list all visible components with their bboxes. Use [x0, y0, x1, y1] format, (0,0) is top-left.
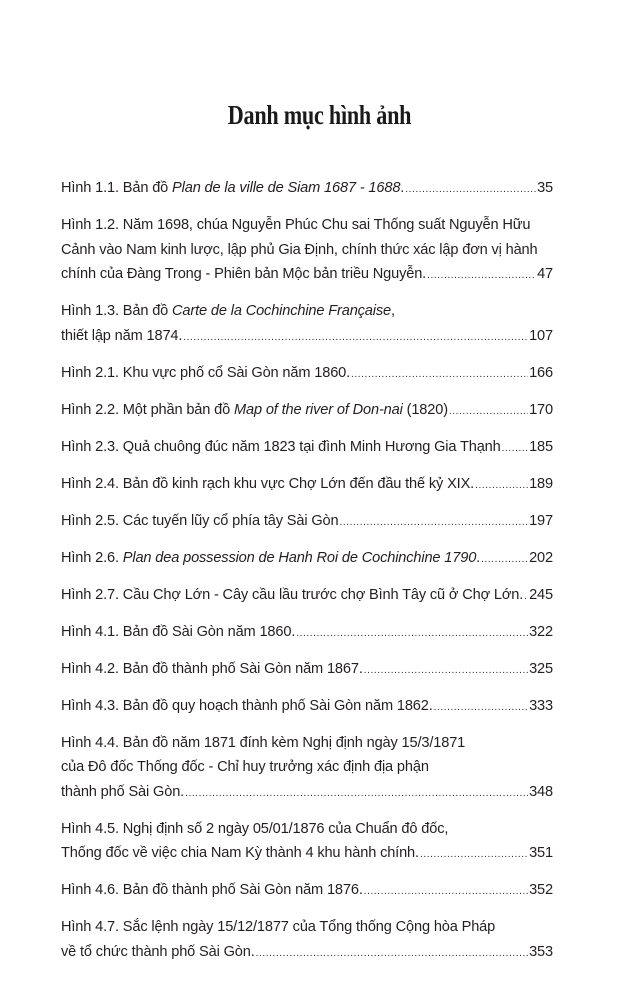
dot-leader — [405, 178, 536, 203]
entry-line — [61, 940, 553, 967]
figure-label: Hình 2.3. — [61, 438, 119, 455]
list-item — [61, 176, 553, 203]
page-number: 325 — [529, 660, 553, 677]
figure-label: Hình 4.5. — [61, 820, 119, 837]
entry-text: Hình 2.7. Cầu Chợ Lớn - Cây cầu lầu trước chợ Bình Tây cũ ở Chợ Lớn. — [61, 586, 524, 603]
list-item — [61, 620, 553, 647]
list-item — [61, 657, 553, 684]
page-number: 185 — [529, 438, 553, 455]
figure-label: Hình 2.6. — [61, 549, 119, 566]
dot-leader — [296, 622, 528, 647]
entry-text: Hình 2.2. Một phần bản đồ Map of the river of Don-nai (1820) — [61, 401, 448, 418]
entry-line — [61, 694, 553, 721]
entry-line: Hình 4.5. Nghị định số 2 ngày 05/01/1876 của Chuẩn đô đốc, — [61, 820, 449, 837]
entry-line — [61, 657, 553, 684]
page-number: 351 — [529, 845, 553, 861]
list-item — [61, 361, 553, 388]
page-number: 35 — [537, 180, 553, 196]
entry-text: Hình 2.3. Quả chuông đúc năm 1823 tại đình Minh Hương Gia Thạnh — [61, 438, 501, 455]
list-item — [61, 299, 553, 350]
dot-leader — [427, 264, 536, 289]
entry-text: thành phố Sài Gòn. — [61, 783, 185, 800]
figure-label: Hình 4.1. — [61, 623, 119, 640]
page-number: 353 — [529, 943, 553, 960]
entry-line — [61, 620, 553, 647]
figure-list — [61, 176, 553, 977]
page-number: 333 — [529, 697, 553, 714]
entry-text: Hình 2.5. Các tuyến lũy cổ phía tây Sài Gòn — [61, 512, 339, 529]
list-item — [61, 731, 553, 807]
dot-leader — [256, 942, 528, 967]
list-item — [61, 398, 553, 425]
list-item — [61, 546, 553, 573]
dot-leader — [434, 696, 528, 721]
dot-leader — [183, 326, 528, 351]
entry-line — [61, 176, 553, 203]
entry-line — [61, 509, 553, 536]
dot-leader — [481, 548, 528, 573]
dot-leader — [475, 474, 528, 499]
dot-leader — [351, 363, 528, 388]
figure-label: Hình 4.7. — [61, 919, 119, 935]
entry-line — [61, 398, 553, 425]
dot-leader — [364, 659, 528, 684]
list-item — [61, 878, 553, 905]
entry-line — [61, 878, 553, 905]
list-item — [61, 583, 553, 610]
page-number: 47 — [537, 266, 553, 282]
entry-line: Hình 4.7. Sắc lệnh ngày 15/12/1877 của Tổng thống Cộng hòa Pháp — [61, 919, 496, 935]
list-item — [61, 213, 553, 289]
page-number: 348 — [529, 783, 553, 800]
page-number: 352 — [529, 882, 553, 898]
entry-text: thiết lập năm 1874. — [61, 327, 183, 344]
dot-leader — [502, 437, 528, 462]
entry-line: Hình 1.3. Bản đồ Carte de la Cochinchine Française, — [61, 303, 395, 319]
entry-line — [61, 583, 553, 610]
entry-line: Hình 4.4. Bản đồ năm 1871 đính kèm Nghị định ngày 15/3/1871 — [61, 734, 466, 751]
figure-label: Hình 2.7. — [61, 586, 119, 603]
page-number: 245 — [529, 586, 553, 603]
entry-text: Hình 2.4. Bản đồ kinh rạch khu vực Chợ Lớn đến đầu thế kỷ XIX. — [61, 475, 475, 492]
entry-text: Hình 4.6. Bản đồ thành phố Sài Gòn năm 1876. — [61, 882, 363, 898]
dot-leader — [185, 782, 528, 807]
page-number: 170 — [529, 401, 553, 418]
entry-text: Hình 1.1. Bản đồ Plan de la ville de Siam 1687 - 1688. — [61, 180, 405, 196]
list-item — [61, 509, 553, 536]
entry-text: về tổ chức thành phố Sài Gòn. — [61, 943, 255, 960]
dot-leader — [364, 880, 528, 905]
entry-line — [61, 435, 553, 462]
entry-line: Hình 1.2. Năm 1698, chúa Nguyễn Phúc Chu sai Thống suất Nguyễn Hữu — [61, 217, 531, 233]
entry-line — [61, 262, 553, 289]
entry-line — [61, 361, 553, 388]
entry-text: Thống đốc về việc chia Nam Kỳ thành 4 khu hành chính. — [61, 845, 419, 861]
figure-label: Hình 4.4. — [61, 734, 119, 751]
entry-text: Hình 2.6. Plan dea possession de Hanh Roi de Cochinchine 1790. — [61, 549, 481, 566]
entry-text: chính của Đàng Trong - Phiên bản Mộc bản triều Nguyễn. — [61, 266, 427, 282]
figure-label: Hình 2.5. — [61, 512, 119, 529]
dot-leader — [420, 843, 528, 868]
list-item — [61, 472, 553, 499]
page-number: 107 — [529, 327, 553, 344]
entry-text: Hình 4.1. Bản đồ Sài Gòn năm 1860. — [61, 623, 296, 640]
figure-label: Hình 2.4. — [61, 475, 119, 492]
page-number: 202 — [529, 549, 553, 566]
italic-title: Plan dea possession de Hanh Roi de Cochinchine 1790 — [122, 549, 477, 566]
figure-label: Hình 1.1. — [61, 180, 119, 196]
italic-title: Plan de la ville de Siam 1687 - 1688 — [172, 180, 401, 196]
dot-leader — [524, 585, 528, 610]
dot-leader — [339, 511, 528, 536]
entry-line — [61, 780, 553, 807]
entry-line — [61, 546, 553, 573]
entry-text: Hình 2.1. Khu vực phố cổ Sài Gòn năm 1860. — [61, 364, 351, 381]
entry-line: của Đô đốc Thống đốc - Chỉ huy trưởng xác định địa phận — [61, 759, 429, 775]
entry-line — [61, 324, 553, 351]
list-item — [61, 694, 553, 721]
figure-label: Hình 4.6. — [61, 882, 119, 898]
list-item — [61, 435, 553, 462]
figure-label: Hình 1.3. — [61, 303, 119, 319]
figure-label: Hình 2.1. — [61, 364, 119, 381]
figure-label: Hình 1.2. — [61, 217, 119, 233]
entry-line: Cảnh vào Nam kinh lược, lập phủ Gia Định, chính thức xác lập đơn vị hành — [61, 241, 538, 258]
page-number: 197 — [529, 512, 553, 529]
list-item — [61, 817, 553, 868]
entry-text: Hình 4.2. Bản đồ thành phố Sài Gòn năm 1867. — [61, 660, 363, 677]
entry-line — [61, 841, 553, 868]
figure-label: Hình 4.2. — [61, 660, 119, 677]
entry-text: Hình 4.3. Bản đồ quy hoạch thành phố Sài Gòn năm 1862. — [61, 697, 433, 714]
figure-label: Hình 2.2. — [61, 401, 119, 418]
italic-title: Map of the river of Don-nai — [233, 401, 403, 418]
italic-title: Carte de la Cochinchine Française — [172, 303, 391, 319]
page-number: 166 — [529, 364, 553, 381]
page-number: 189 — [529, 475, 553, 492]
entry-line — [61, 472, 553, 499]
page-number: 322 — [529, 623, 553, 640]
page-title: Danh mục hình ảnh — [227, 100, 412, 130]
figure-label: Hình 4.3. — [61, 697, 119, 714]
dot-leader — [449, 400, 528, 425]
list-item — [61, 915, 553, 966]
